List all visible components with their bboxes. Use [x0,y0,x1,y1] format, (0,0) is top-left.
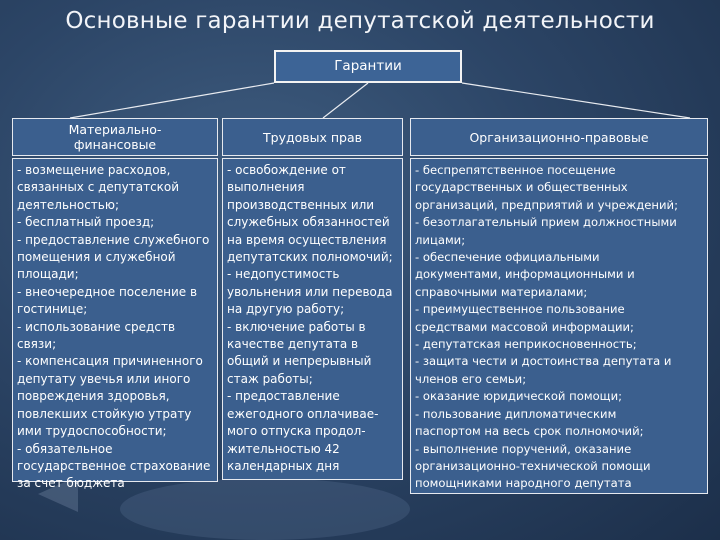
guarantee-line: - депутатская неприкосновенность; [415,337,637,352]
guarantee-line: - компенсация причиненного [17,354,203,369]
page-title: Основные гарантии депутатской деятельности [65,8,655,34]
guarantee-line: качестве депутата в [227,337,359,352]
guarantee-line: помещения и служебной [17,250,176,265]
guarantee-line: стаж работы; [227,371,313,386]
connector-right [462,83,690,118]
guarantee-line: депутатских полномочий; [227,250,393,265]
guarantee-line: - преимущественное пользование [415,302,625,317]
guarantee-line: - выполнение поручений, оказание [415,441,632,456]
guarantee-line: деятельностью; [17,197,120,212]
guarantee-line: членов его семьи; [415,371,527,386]
guarantee-line: помощниками народного депутата [415,476,632,491]
guarantee-line: документами, информационными и [415,267,635,282]
guarantee-line: - включение работы в [227,319,366,334]
connector-middle [323,83,368,118]
guarantee-line: - оказание юридической помощи; [415,389,623,404]
guarantee-line: депутату увечья или иного [17,371,191,386]
guarantee-line: площади; [17,267,79,282]
guarantee-line: общий и непрерывный [227,354,372,369]
guarantee-line: на время осуществления [227,232,387,247]
guarantee-line: - недопустимость [227,267,340,282]
guarantee-line: - использование средств [17,319,176,334]
guarantee-line: повреждения здоровья, [17,389,170,404]
column-body-organizational-legal [410,158,708,494]
guarantee-line: связи; [17,337,57,352]
guarantee-line: жительностью 42 [227,441,340,456]
guarantee-line: лицами; [415,232,466,247]
header-line: Организационно-правовые [469,129,649,145]
guarantee-line: - беспрепятственное посещение [415,163,616,177]
column-body-labor-rights [222,158,403,480]
column-body-financial [12,158,218,491]
guarantee-line: - предоставление служебного [17,232,210,247]
guarantee-line: мого отпуска продол- [227,424,366,439]
guarantee-line: государственных и общественных [415,180,628,195]
guarantee-line: справочными материалами; [415,284,588,299]
guarantee-line: связанных с депутатской [17,180,180,195]
guarantee-line: - внеочередное поселение в [17,284,198,299]
guarantee-line: увольнения или перевода [227,284,393,299]
guarantee-line: - обеспечение официальными [415,250,600,265]
guarantee-line: - освобождение от [227,163,346,177]
column-header-organizational-legal [410,118,708,156]
guarantee-line: ими трудоспособности; [17,424,167,439]
guarantee-line: - предоставление [227,389,340,404]
guarantee-line: ежегодного оплачивае- [227,406,379,421]
guarantee-line: повлекших стойкую утрату [17,406,192,421]
guarantee-line: государственное страхование [17,458,211,473]
guarantee-line: гостинице; [17,302,88,317]
guarantee-line: организаций, предприятий и учреждений; [415,197,678,212]
guarantee-line: - обязательное [17,441,113,456]
guarantee-line: - бесплатный проезд; [17,215,155,230]
guarantee-line: служебных обязанностей [227,215,390,230]
root-node-guarantees: Гарантии [274,50,462,83]
guarantee-line: на другую работу; [227,302,345,317]
connector-left [70,83,274,118]
guarantee-line: - пользование дипломатическим [415,406,617,421]
guarantee-line: календарных дня [227,458,340,473]
header-line: финансовые [73,137,157,152]
guarantee-line: - возмещение расходов, [17,163,171,177]
header-line: Материально- [68,122,162,137]
column-header-labor-rights [222,118,403,156]
column-header-financial [12,118,218,156]
guarantee-line: средствами массовой информации; [415,319,634,334]
guarantee-line: - безотлагательный прием должностными [415,215,677,230]
header-line: Трудовых прав [263,129,362,145]
guarantee-line: - защита чести и достоинства депутата и [415,354,672,369]
guarantee-line: производственных или [227,197,375,212]
guarantee-line: за счет бюджета [17,476,125,491]
guarantee-line: паспортом на весь срок полномочий; [415,424,644,439]
guarantee-line: выполнения [227,180,305,195]
guarantee-line: организационно-технической помощи [415,458,651,473]
